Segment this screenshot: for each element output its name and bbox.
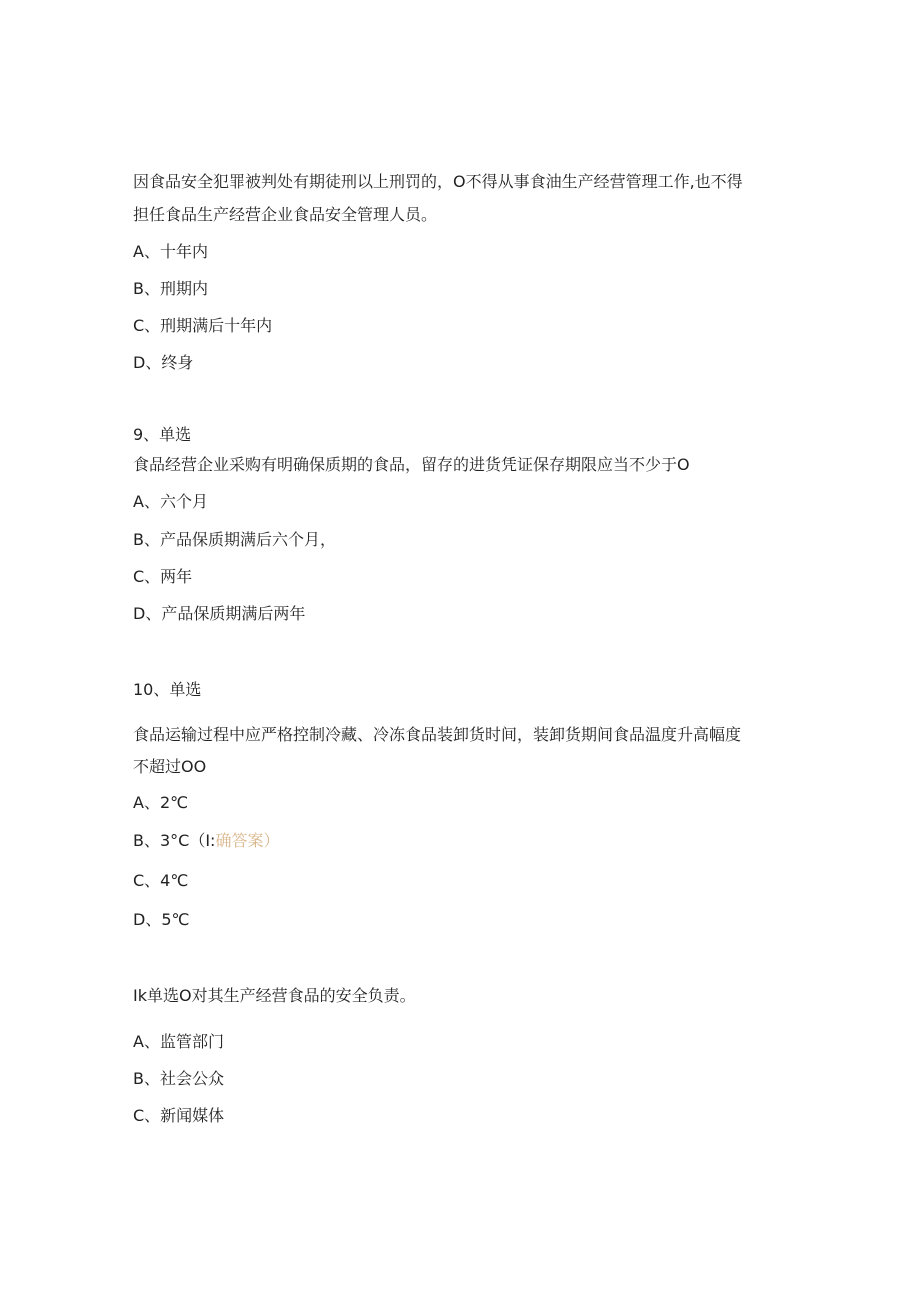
option-a: A、十年内 [133, 242, 208, 261]
question-stem: 食品经营企业采购有明确保质期的食品，留存的进货凭证保存期限应当不少于O [133, 455, 690, 474]
option-c: C、4℃ [133, 871, 189, 890]
option-b: B、产品保质期满后六个月， [133, 530, 336, 549]
option-b: B、社会公众 [133, 1069, 224, 1088]
question-header: 9、单选 [133, 425, 192, 444]
question-header: 10、单选 [133, 680, 202, 699]
question-stem: 因食品安全犯罪被判处有期徒刑以上刑罚的，O不得从事食油生产经营管理工作,也不得 [133, 172, 743, 191]
option-c: C、新闻媒体 [133, 1106, 225, 1125]
question-stem: Ik单选O对其生产经营食品的安全负责。 [133, 986, 416, 1005]
question-stem-continued: 不超过OO [133, 757, 207, 776]
option-a: A、监管部门 [133, 1032, 224, 1051]
option-a: A、2℃ [133, 793, 189, 812]
question-stem-continued: 担任食品生产经营企业食品安全管理人员。 [133, 205, 438, 224]
option-d: D、产品保质期满后两年 [133, 604, 306, 623]
option-b-text: B、3°C（I: [133, 831, 216, 850]
option-b [133, 831, 279, 851]
option-c: C、两年 [133, 567, 193, 586]
correct-answer-note: 确答案） [215, 831, 280, 850]
option-d: D、终身 [133, 353, 194, 372]
question-stem: 食品运输过程中应严格控制冷藏、冷冻食品装卸货时间，装卸货期间食品温度升高幅度 [133, 725, 742, 744]
option-d: D、5℃ [133, 910, 190, 929]
option-b: B、刑期内 [133, 279, 208, 298]
option-a: A、六个月 [133, 492, 208, 511]
option-c: C、刑期满后十年内 [133, 316, 273, 335]
